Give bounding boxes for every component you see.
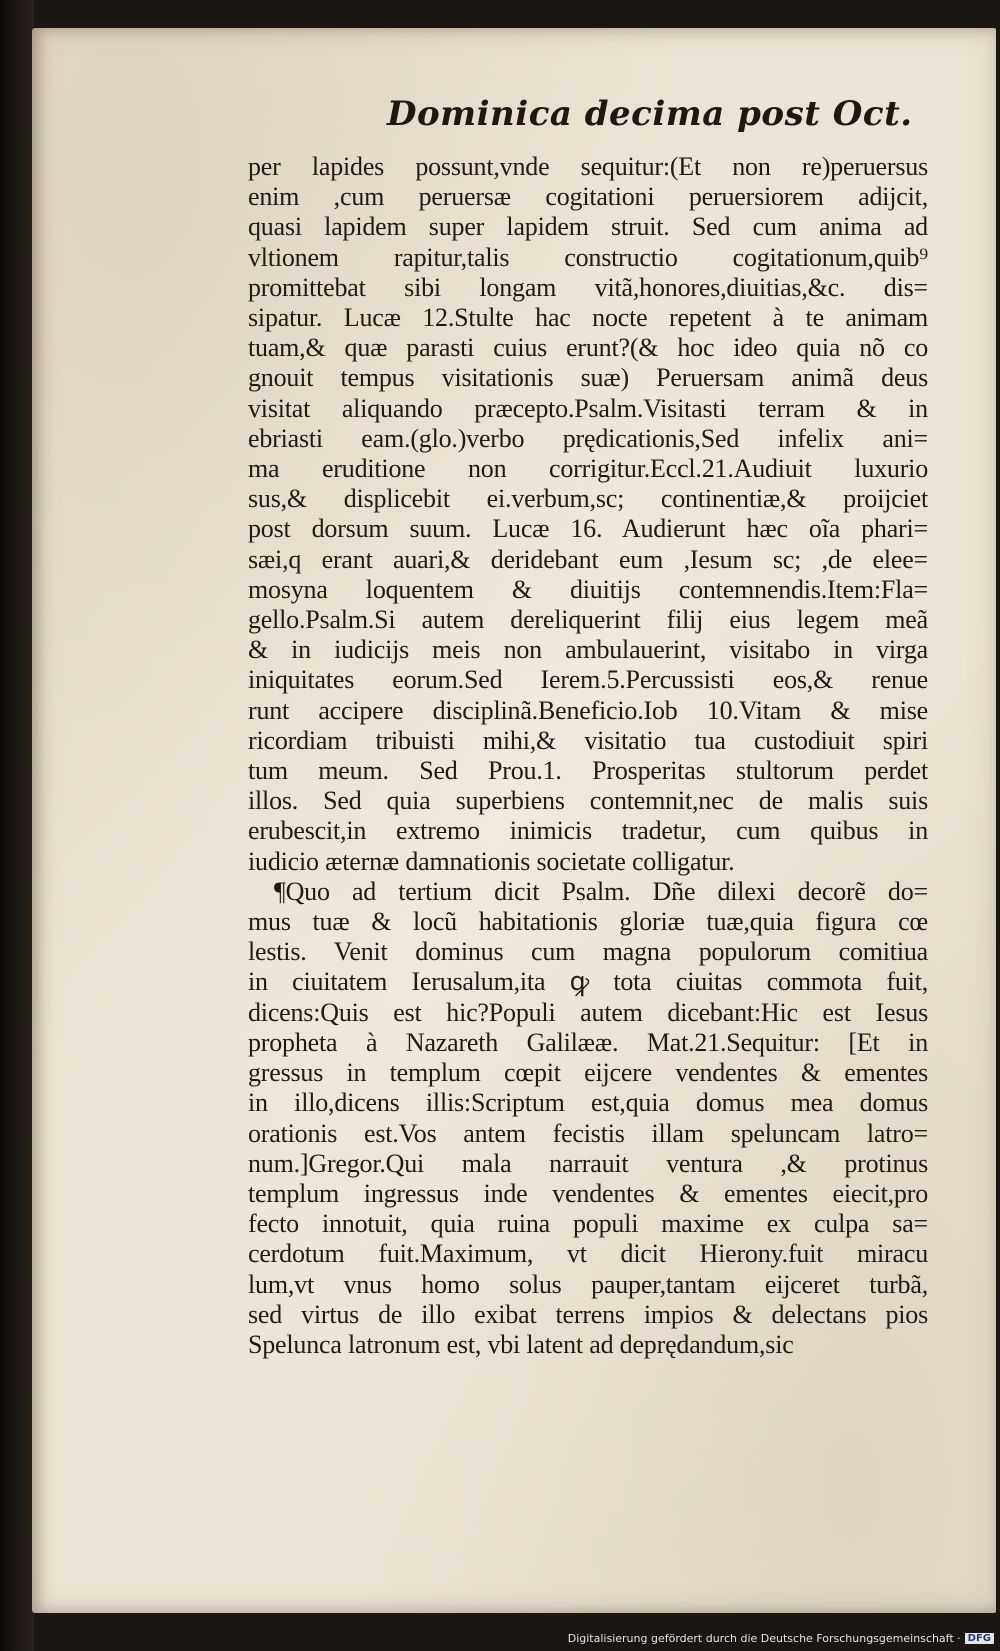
text-line: iudicio æternæ damnationis societate colligatur. <box>248 846 735 876</box>
text-line: in illo,dicens illis:Scriptum est,quia domus mea domus <box>248 1088 928 1118</box>
running-title: Dominica decima post Oct. <box>387 94 913 134</box>
text-line: iniquitates eorum.Sed Ierem.5.Percussisti eos,& renue <box>248 665 928 695</box>
funding-note: Digitalisierung gefördert durch die Deutsche Forschungsgemeinschaft · <box>567 1632 961 1645</box>
main-text-block <box>248 152 928 1360</box>
text-line: ebriasti eam.(glo.)verbo prędicationis,Sed infelix ani= <box>248 423 928 453</box>
text-line: fecto innotuit, quia ruina populi maxime ex culpa sa= <box>248 1209 928 1239</box>
text-line: sipatur. Lucæ 12.Stulte hac nocte repetent à te animam <box>248 303 928 333</box>
text-line: tuam,& quæ parasti cuius erunt?(& hoc ideo quia nõ co <box>248 333 928 363</box>
text-line: dicens:Quis est hic?Populi autem dicebant:Hic est Iesus <box>248 997 928 1027</box>
dfg-logo: DFG <box>965 1633 994 1644</box>
text-line: runt accipere disciplinã.Beneficio.Iob 10.Vitam & mise <box>248 695 928 725</box>
text-line: Spelunca latronum est, vbi latent ad deprędandum,sic <box>248 1329 794 1359</box>
text-line: in ciuitatem Ierusalum,ita ꝙ tota ciuitas commota fuit, <box>248 967 928 997</box>
text-line: enim ,cum peruersæ cogitationi peruersiorem adijcit, <box>248 182 928 212</box>
text-line: per lapides possunt,vnde sequitur:(Et non re)peruersus <box>248 152 928 181</box>
text-line: num.]Gregor.Qui mala narrauit ventura ,& protinus <box>248 1148 928 1178</box>
text-line: illos. Sed quia superbiens contemnit,nec de malis suis <box>248 786 928 816</box>
text-line: templum ingressus inde vendentes & ementes eiecit,pro <box>248 1178 928 1208</box>
text-line: promittebat sibi longam vitã,honores,diuitias,&c. dis= <box>248 272 928 302</box>
scan-shadow <box>0 0 34 1651</box>
text-line: ma eruditione non corrigitur.Eccl.21.Audiuit luxurio <box>248 454 928 484</box>
text-line: gello.Psalm.Si autem dereliquerint filij eius legem meã <box>248 605 928 635</box>
text-line: orationis est.Vos antem fecistis illam speluncam latro= <box>248 1118 928 1148</box>
text-line: gnouit tempus visitationis suæ) Peruersam animã deus <box>248 363 928 393</box>
text-line: ricordiam tribuisti mihi,& visitatio tua custodiuit spiri <box>248 725 928 755</box>
text-line: mus tuæ & locũ habitationis gloriæ tuæ,quia figura cœ <box>248 907 928 937</box>
text-line: quasi lapidem super lapidem struit. Sed cum anima ad <box>248 212 928 242</box>
text-line: post dorsum suum. Lucæ 16. Audierunt hæc oĩa phari= <box>248 514 928 544</box>
text-line: lestis. Venit dominus cum magna populorum comitiua <box>248 937 928 967</box>
text-line: mosyna loquentem & diuitijs contemnendis.Item:Fla= <box>248 574 928 604</box>
text-line: lum,vt vnus homo solus pauper,tantam eijceret turbã, <box>248 1269 928 1299</box>
text-line: propheta à Nazareth Galilææ. Mat.21.Sequitur: [Et in <box>248 1027 928 1057</box>
digitization-footer <box>568 1632 994 1645</box>
text-line: erubescit,in extremo inimicis tradetur, cum quibus in <box>248 816 928 846</box>
text-line: gressus in templum cœpit eijcere vendentes & ementes <box>248 1058 928 1088</box>
book-page <box>32 28 996 1613</box>
text-line: visitat aliquando præcepto.Psalm.Visitasti terram & in <box>248 393 928 423</box>
text-line: tum meum. Sed Prou.1. Prosperitas stultorum perdet <box>248 756 928 786</box>
text-line: ¶Quo ad tertium dicit Psalm. Dñe dilexi decorẽ do= <box>274 876 928 906</box>
text-line: sed virtus de illo exibat terrens impios & delectans pios <box>248 1299 928 1329</box>
text-line: sus,& displicebit ei.verbum,sc; continentiæ,& proijciet <box>248 484 928 514</box>
text-line: cerdotum fuit.Maximum, vt dicit Hierony.fuit miracu <box>248 1239 928 1269</box>
text-line: sæi,q erant auari,& deridebant eum ,Iesum sc; ,de elee= <box>248 544 928 574</box>
text-line: & in iudicijs meis non ambulauerint, visitabo in virga <box>248 635 928 665</box>
text-line: vltionem rapitur,talis constructio cogitationum,quib⁹ <box>248 242 928 272</box>
